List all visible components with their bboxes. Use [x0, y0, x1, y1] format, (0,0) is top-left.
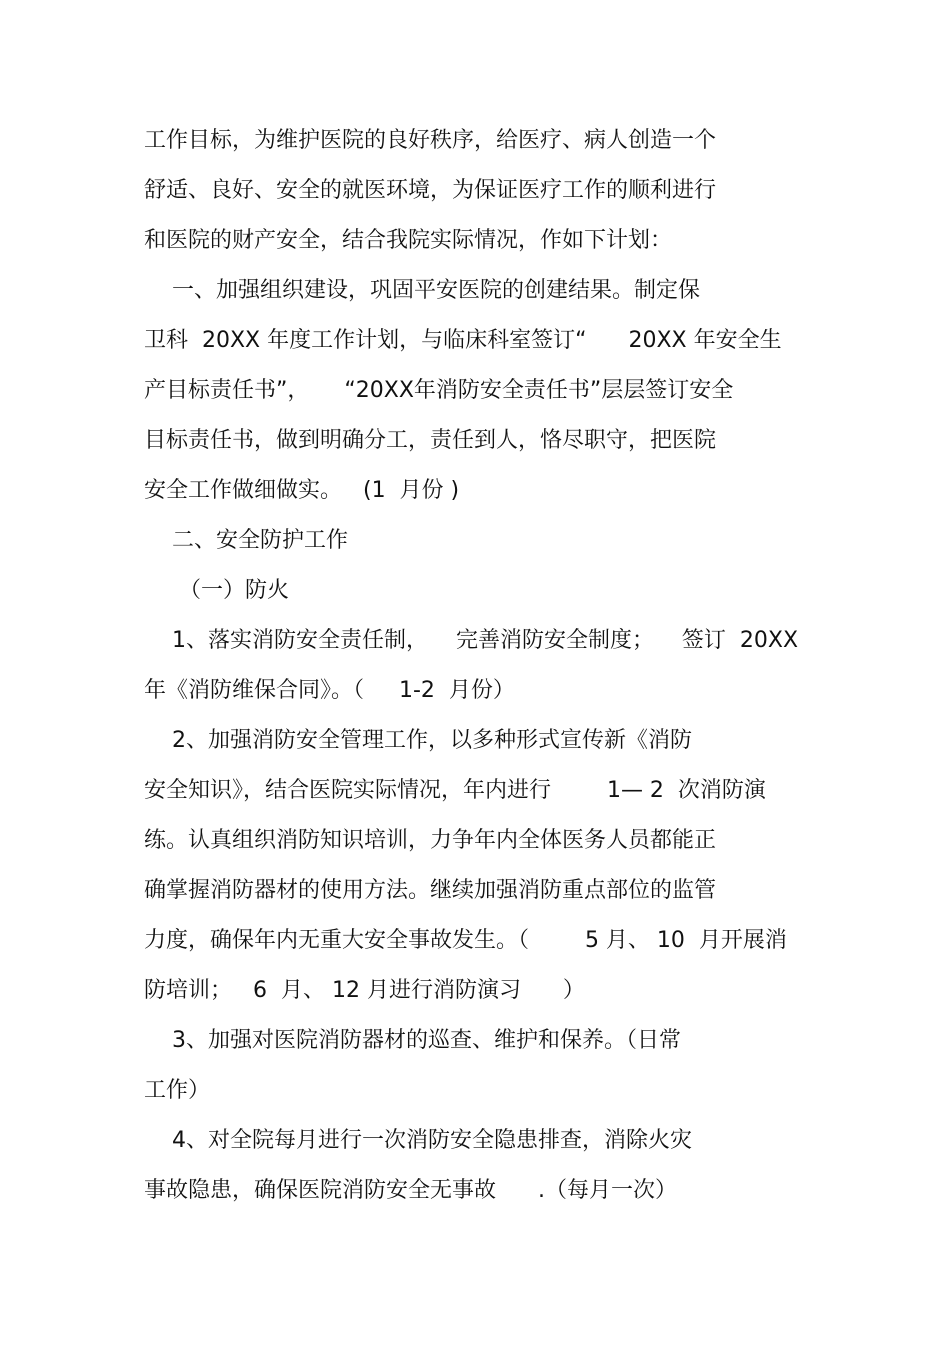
text-line: 目标责任书，做到明确分工，责任到人，恪尽职守，把医院 [144, 428, 717, 453]
text-line: 产目标责任书”， “20XX年消防安全责任书”层层签订安全 [144, 378, 734, 403]
subsection-heading: （一）防火 [144, 578, 289, 603]
text-line: 4、对全院每月进行一次消防安全隐患排查，消除火灾 [144, 1128, 692, 1153]
text-line: 确掌握消防器材的使用方法。继续加强消防重点部位的监管 [144, 878, 717, 903]
section-heading: 二、安全防护工作 [144, 528, 348, 553]
text-line: 1、落实消防安全责任制， 完善消防安全制度； 签订 20XX [144, 628, 799, 653]
text-line: 和医院的财产安全，结合我院实际情况，作如下计划： [144, 228, 673, 253]
text-line: 年《消防维保合同》。（ 1-2 月份） [144, 678, 515, 703]
text-line: 工作目标，为维护医院的良好秩序，给医疗、病人创造一个 [144, 128, 717, 153]
text-line: 一、加强组织建设，巩固平安医院的创建结果。制定保 [144, 278, 700, 303]
text-line: 防培训； 6 月、 12 月进行消防演习 ） [144, 978, 585, 1003]
text-line: 3、加强对医院消防器材的巡查、维护和保养。（日常 [144, 1028, 681, 1053]
text-line: 事故隐患，确保医院消防安全无事故 .（每月一次） [144, 1178, 677, 1203]
text-line: 练。认真组织消防知识培训，力争年内全体医务人员都能正 [144, 828, 717, 853]
text-line: 力度，确保年内无重大安全事故发生。（ 5 月、 10 月开展消 [144, 928, 787, 953]
text-line: 舒适、良好、安全的就医环境，为保证医疗工作的顺利进行 [144, 178, 717, 203]
text-line: 安全工作做细做实。 (1 月份 ) [144, 478, 460, 503]
text-line: 2、加强消防安全管理工作，以多种形式宣传新《消防 [144, 728, 692, 753]
text-line: 卫科 20XX 年度工作计划，与临床科室签订“ 20XX 年安全生 [144, 328, 782, 353]
text-line: 工作） [144, 1078, 211, 1103]
text-line: 安全知识》，结合医院实际情况，年内进行 1— 2 次消防演 [144, 778, 766, 803]
